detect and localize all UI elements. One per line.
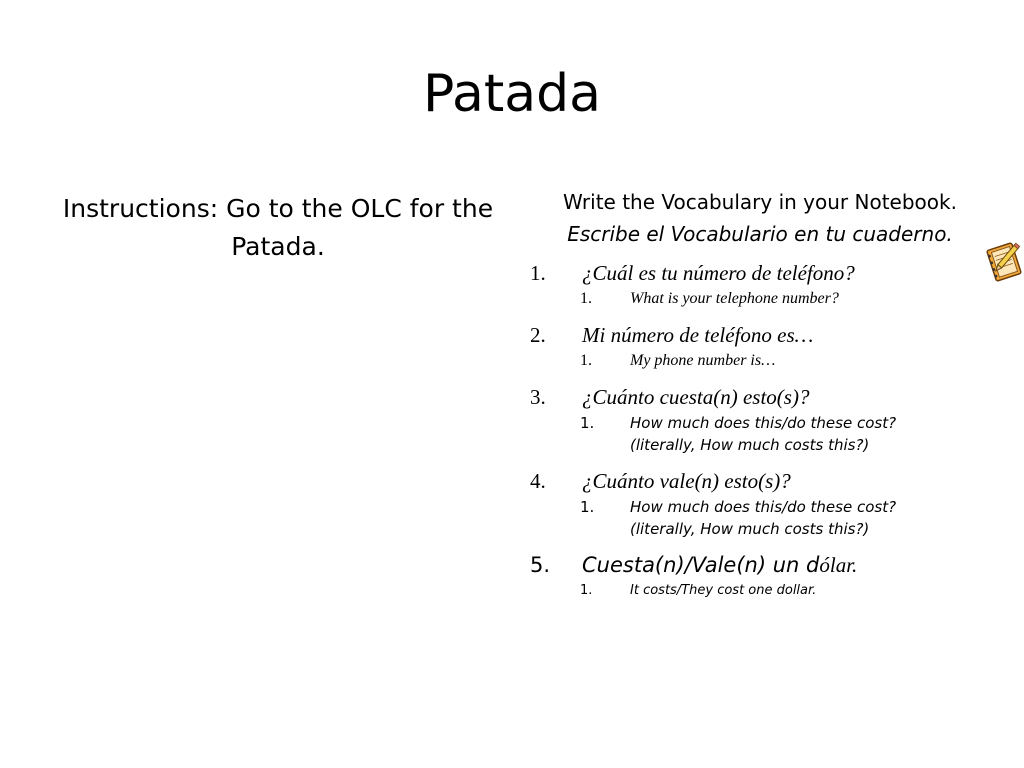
vocab-subitem-1 <box>580 288 1000 310</box>
vocab-subitem-text-line1: How much does this/do these cost? <box>630 498 897 516</box>
vocab-item-text: ¿Cuánto cuesta(n) esto(s)? <box>582 385 810 409</box>
vocabulary-panel <box>520 186 1000 602</box>
vocab-item-4 <box>530 466 1000 496</box>
vocab-item-number: 1. <box>530 261 546 285</box>
instructions-text: Instructions: Go to the OLC for the Patada. <box>62 194 494 261</box>
vocab-item-text-part2: ólar. <box>819 553 858 577</box>
vocab-subitem-text: It costs/They cost one dollar. <box>630 583 817 598</box>
header-english: Write the Vocabulary in your Notebook. <box>563 190 957 214</box>
vocab-item-5 <box>530 550 1000 580</box>
vocab-subitem-text-line1: How much does this/do these cost? <box>630 414 897 432</box>
vocab-subitem-text: My phone number is… <box>630 352 776 369</box>
vocab-item-number: 3. <box>530 385 546 409</box>
vocab-subitem-text-line2: (literally, How much costs this?) <box>630 520 870 538</box>
vocab-subitem-number: 1. <box>580 290 592 307</box>
vocab-subitem-text: What is your telephone number? <box>630 290 839 307</box>
vocab-item-3 <box>530 382 1000 412</box>
vocab-item-number: 5. <box>530 553 551 577</box>
notebook-pencil-icon <box>982 240 1024 284</box>
vocab-item-text-part1: Cuesta(n)/Vale(n) un d <box>582 553 820 577</box>
slide-title: Patada <box>422 64 601 124</box>
vocab-subitem-number: 1. <box>580 498 595 516</box>
vocab-subitem-2 <box>580 350 1000 372</box>
vocab-subitem-text-line2: (literally, How much costs this?) <box>630 436 870 454</box>
vocab-item-number: 4. <box>530 469 546 493</box>
vocab-subitem-number: 1. <box>580 583 593 598</box>
vocab-item-2 <box>530 320 1000 350</box>
vocab-subitem-3 <box>580 412 1000 456</box>
vocab-subitem-number: 1. <box>580 352 592 369</box>
vocab-item-number: 2. <box>530 323 546 347</box>
vocab-subitem-4 <box>580 496 1000 540</box>
vocab-item-text: ¿Cuánto vale(n) esto(s)? <box>582 469 791 493</box>
vocab-item-text: ¿Cuál es tu número de teléfono? <box>582 261 855 285</box>
vocab-subitem-number: 1. <box>580 414 595 432</box>
vocab-item-text: Mi número de teléfono es… <box>582 323 814 347</box>
header-spanish: Escribe el Vocabulario en tu cuaderno. <box>567 222 953 246</box>
vocab-subitem-5 <box>580 580 1000 602</box>
vocab-item-1 <box>530 258 1000 288</box>
